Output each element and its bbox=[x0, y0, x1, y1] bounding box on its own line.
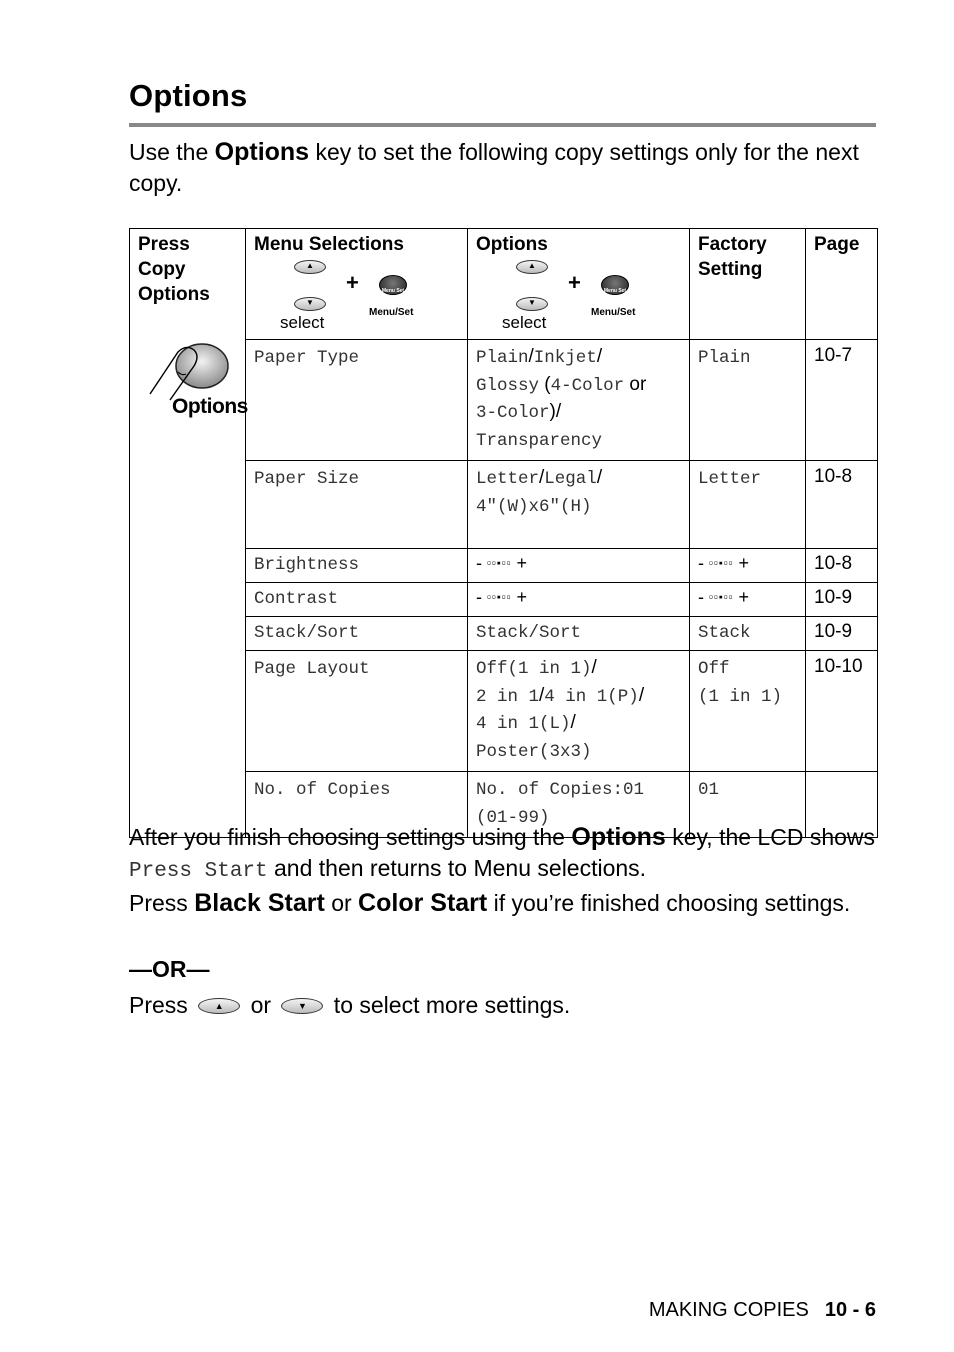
menu-brightness: Brightness bbox=[254, 555, 360, 575]
options-key-combo bbox=[476, 257, 681, 335]
page-paper-size: 10-8 bbox=[806, 461, 878, 549]
lcd-press-start: Press Start bbox=[129, 860, 268, 883]
menu-no-of-copies: No. of Copies bbox=[254, 780, 391, 800]
menu-set-label: Menu/Set bbox=[369, 307, 414, 318]
options-contrast: - ▫▫▪▫▫ + bbox=[468, 583, 690, 617]
menu-set-key-icon: Menu Set bbox=[601, 275, 629, 295]
header-press-copy-options: Press Copy Options bbox=[138, 234, 210, 305]
factory-paper-size: Letter bbox=[698, 469, 762, 489]
options-paper-size: Letter/Legal/ 4"(W)x6"(H) bbox=[468, 461, 690, 549]
color-start-key: Color Start bbox=[358, 889, 488, 917]
footer-page-number: 10 - 6 bbox=[824, 1299, 876, 1321]
plus-sign: + bbox=[346, 270, 359, 295]
menu-set-label: Menu/Set bbox=[591, 307, 636, 318]
page-footer bbox=[649, 1299, 876, 1322]
options-stack-sort: Stack/Sort bbox=[476, 623, 582, 643]
down-arrow-key-icon: ▼ bbox=[516, 297, 548, 311]
down-arrow-key-icon: ▼ bbox=[281, 998, 323, 1014]
header-menu-selections-cell bbox=[246, 229, 468, 340]
up-arrow-key-icon: ▲ bbox=[516, 260, 548, 274]
factory-no-of-copies: 01 bbox=[698, 780, 720, 800]
select-label: select bbox=[502, 313, 547, 332]
page-paper-type: 10-7 bbox=[806, 340, 878, 461]
up-arrow-key-icon: ▲ bbox=[198, 998, 240, 1014]
title-rule bbox=[129, 123, 876, 127]
up-arrow-key-icon: ▲ bbox=[294, 260, 326, 274]
after-paragraph: After you finish choosing settings using the Options key, the LCD shows Press Start and then returns to Menu selections. bbox=[129, 823, 876, 883]
after-options-key: Options bbox=[571, 823, 666, 851]
press-copy-options-cell bbox=[130, 229, 246, 838]
press-start-paragraph: Press Black Start or Color Start if you’re finished choosing settings. bbox=[129, 889, 851, 917]
plus-sign: + bbox=[568, 270, 581, 295]
intro-options-key: Options bbox=[214, 138, 310, 166]
level-bars-icon: ▫▫▪▫▫ bbox=[487, 591, 512, 604]
level-bars-icon: ▫▫▪▫▫ bbox=[487, 557, 512, 570]
header-options: Options bbox=[476, 234, 548, 255]
options-key-illustration bbox=[148, 342, 248, 422]
options-paper-type: Plain/Inkjet/ Glossy (4-Color or 3-Color)/ Transparency bbox=[468, 340, 690, 461]
header-factory-setting: Factory Setting bbox=[690, 229, 806, 340]
header-page: Page bbox=[806, 229, 878, 340]
or-separator: —OR— bbox=[129, 956, 210, 982]
level-bars-icon: ▫▫▪▫▫ bbox=[709, 557, 734, 570]
menu-page-layout: Page Layout bbox=[254, 659, 370, 679]
menu-contrast: Contrast bbox=[254, 589, 339, 609]
menu-paper-size: Paper Size bbox=[254, 469, 360, 489]
menu-key-combo bbox=[254, 257, 459, 335]
intro-paragraph bbox=[129, 137, 879, 199]
page-page-layout: 10-10 bbox=[806, 651, 878, 772]
page-title: Options bbox=[129, 78, 248, 113]
down-arrow-key-icon: ▼ bbox=[294, 297, 326, 311]
menu-set-key-icon: Menu Set bbox=[379, 275, 407, 295]
factory-page-layout: Off (1 in 1) bbox=[690, 651, 806, 772]
page-brightness: 10-8 bbox=[806, 549, 878, 583]
factory-stack-sort: Stack bbox=[698, 623, 751, 643]
options-page-layout: Off(1 in 1)/ 2 in 1/4 in 1(P)/ 4 in 1(L)/ Poster(3x3) bbox=[468, 651, 690, 772]
options-table bbox=[129, 228, 878, 838]
menu-paper-type: Paper Type bbox=[254, 348, 360, 368]
options-key-label: Options bbox=[172, 395, 248, 418]
intro-post: key to set the following copy settings only for the next copy. bbox=[129, 139, 859, 196]
header-menu-selections: Menu Selections bbox=[254, 234, 404, 255]
level-bars-icon: ▫▫▪▫▫ bbox=[709, 591, 734, 604]
footer-section: MAKING COPIES bbox=[648, 1299, 809, 1321]
select-more-paragraph: Press ▲ or ▼ to select more settings. bbox=[129, 992, 571, 1018]
intro-pre: Use the bbox=[129, 139, 215, 165]
options-no-of-copies: No. of Copies:01 (01-99) bbox=[468, 772, 690, 838]
factory-paper-type: Plain bbox=[698, 348, 751, 368]
black-start-key: Black Start bbox=[194, 889, 325, 917]
options-brightness: - ▫▫▪▫▫ + bbox=[468, 549, 690, 583]
factory-brightness: - ▫▫▪▫▫ + bbox=[690, 549, 806, 583]
factory-contrast: - ▫▫▪▫▫ + bbox=[690, 583, 806, 617]
menu-stack-sort: Stack/Sort bbox=[254, 623, 360, 643]
select-label: select bbox=[280, 313, 325, 332]
page-contrast: 10-9 bbox=[806, 583, 878, 617]
header-options-cell bbox=[468, 229, 690, 340]
page-stack-sort: 10-9 bbox=[806, 617, 878, 651]
